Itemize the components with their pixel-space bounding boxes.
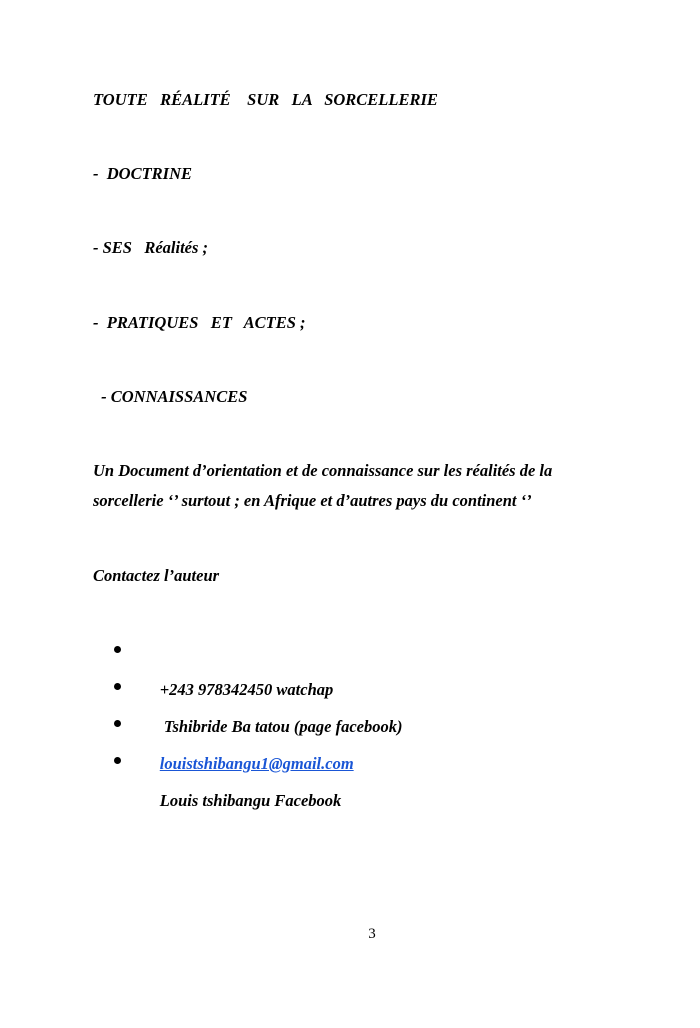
list-item [93, 640, 403, 699]
contact-phone: +243 978342450 watchap [159, 680, 334, 699]
contact-facebook-page: Tshibride Ba tatou (page facebook) [159, 717, 403, 736]
bullet-icon [114, 646, 121, 653]
list-item [93, 714, 403, 773]
description-line-2: sorcellerie ‘’ surtout ; en Afrique et d’autres pays du continent ‘’ [93, 491, 532, 510]
list-item [93, 751, 403, 810]
contact-list [93, 640, 403, 810]
bullet-icon [114, 757, 121, 764]
item-connaissances: - CONNAISSANCES [97, 387, 248, 406]
bullet-icon [114, 720, 121, 727]
contact-email-link[interactable]: louistshibangu1@gmail.com [159, 754, 354, 773]
document-title: TOUTE RÉALITÉ SUR LA SORCELLERIE [93, 90, 438, 109]
item-pratiques: - PRATIQUES ET ACTES ; [93, 313, 306, 332]
page-number: 3 [368, 926, 376, 942]
contact-heading: Contactez l’auteur [93, 566, 220, 585]
contact-facebook: Louis tshibangu Facebook [159, 791, 342, 810]
item-doctrine: - DOCTRINE [93, 164, 193, 183]
description-line-1: Un Document d’orientation et de connaissance sur les réalités de la [93, 461, 553, 480]
bullet-icon [114, 683, 121, 690]
item-realites: - SES Réalités ; [93, 238, 209, 257]
list-item [93, 677, 403, 736]
